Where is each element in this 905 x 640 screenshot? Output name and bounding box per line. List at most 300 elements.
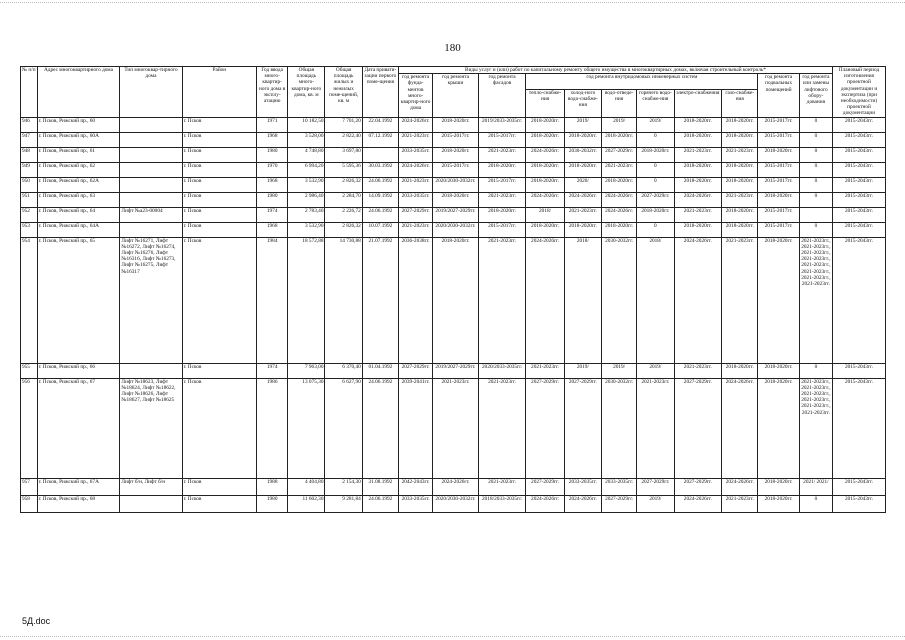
cell-n: 948 bbox=[21, 147, 38, 162]
table-row bbox=[21, 177, 886, 192]
cell-cold: 2018-2020гг. bbox=[564, 162, 601, 177]
cell-sewer: 2030-2032гг. bbox=[602, 378, 637, 478]
cell-district: г. Псков bbox=[182, 363, 257, 378]
cell-lift bbox=[799, 207, 832, 222]
cell-hot: 2018-2020гг. bbox=[637, 207, 674, 222]
cell-priv: 30.03.1992 bbox=[362, 162, 398, 177]
cell-lift: 0 bbox=[799, 495, 832, 512]
cell-basement: 2018-2020гг. bbox=[758, 478, 799, 495]
cell-lift: 0 bbox=[799, 132, 832, 147]
cell-sewer: 2018-2020гг. bbox=[602, 177, 637, 192]
cell-hot: 0 bbox=[637, 132, 674, 147]
cell-heat: 2027-2029гг. bbox=[526, 378, 564, 478]
footer-filename: 5Д.doc bbox=[22, 616, 51, 626]
cell-district: г. Псков bbox=[182, 207, 257, 222]
cell-electro: 2018-2020гг. bbox=[674, 222, 722, 237]
header-gas: газо-снабже-ния bbox=[722, 89, 758, 117]
cell-priv: 24.06.1992 bbox=[362, 207, 398, 222]
cell-total: 2 783,40 bbox=[288, 207, 325, 222]
cell-district: г. Псков bbox=[182, 495, 257, 512]
cell-hot: 0 bbox=[637, 177, 674, 192]
cell-facade: 2015-2017гг. bbox=[478, 177, 526, 192]
cell-living: 5 595,36 bbox=[325, 162, 362, 177]
cell-lift: 2021/ 2021/ bbox=[799, 478, 832, 495]
cell-electro: 2027-2029гг. bbox=[674, 478, 722, 495]
cell-electro: 2021-2023гг. bbox=[674, 147, 722, 162]
cell-priv: 01.04.1992 bbox=[362, 363, 398, 378]
cell-electro: 2021-2023гг. bbox=[674, 207, 722, 222]
cell-basement: 2015-2017гг. bbox=[758, 207, 799, 222]
cell-gas: 2021-2023гг. bbox=[722, 147, 758, 162]
cell-hot: 2027-2029гг. bbox=[637, 192, 674, 207]
cell-facade: 2021-2023гг. bbox=[478, 192, 526, 207]
cell-heat: 2024-2026гг. bbox=[526, 237, 564, 363]
cell-sewer: 2018-2020гг. bbox=[602, 132, 637, 147]
cell-total: 10 182,50 bbox=[288, 117, 325, 132]
header-num: № п/п bbox=[21, 67, 38, 118]
cell-electro: 2018-2020гг. bbox=[674, 132, 722, 147]
cell-district: г. Псков bbox=[182, 478, 257, 495]
cell-plan: 2015-2043гг. bbox=[833, 378, 886, 478]
table-row bbox=[21, 222, 886, 237]
cell-year: 1980 bbox=[257, 192, 288, 207]
cell-total: 4 748,80 bbox=[288, 147, 325, 162]
cell-gas: 2021-2023гг. bbox=[722, 495, 758, 512]
cell-living: 6 627,90 bbox=[325, 378, 362, 478]
cell-priv: 07.12.1992 bbox=[362, 132, 398, 147]
header-type: Тип многоквар-тирного дома bbox=[120, 67, 182, 118]
table-row bbox=[21, 495, 886, 512]
cell-total: 4 404,80 bbox=[288, 478, 325, 495]
cell-heat: 2018-2020гг. bbox=[526, 117, 564, 132]
cell-heat: 2018-2020гг. bbox=[526, 132, 564, 147]
cell-total: 18 572,88 bbox=[288, 237, 325, 363]
cell-lift: 0 bbox=[799, 222, 832, 237]
cell-type bbox=[120, 162, 182, 177]
cell-fund: 2033-2035гг. bbox=[399, 192, 433, 207]
table-row bbox=[21, 192, 886, 207]
cell-fund: 2024-2026гг. bbox=[399, 162, 433, 177]
cell-type: Лифт №а23-00004 bbox=[120, 207, 182, 222]
cell-year: 1968 bbox=[257, 222, 288, 237]
cell-sewer: 2019/ bbox=[602, 117, 637, 132]
header-privat-date: Дата привати-зации первого поме-щения bbox=[362, 67, 398, 118]
cell-sewer: 2021-2023гг. bbox=[602, 162, 637, 177]
cell-roof: 2019/2027-2029гг. bbox=[433, 363, 479, 378]
header-planned: Плановый период изготовления проектной документации и экспертиза (при необходимости) проектной документации bbox=[833, 67, 886, 118]
cell-facade: 2020/2033-2035гг. bbox=[478, 363, 526, 378]
cell-fund: 2024-2026гг. bbox=[399, 117, 433, 132]
cell-type bbox=[120, 222, 182, 237]
cell-addr: г. Псков, Рижский пр., 61 bbox=[37, 147, 120, 162]
cell-heat: 2024-2026гг. bbox=[526, 495, 564, 512]
cell-cold: 2018/ bbox=[564, 237, 601, 363]
cell-heat: 2021-2023гг. bbox=[526, 363, 564, 378]
cell-year: 1986 bbox=[257, 378, 288, 478]
cell-facade: 2015-2017гг. bbox=[478, 132, 526, 147]
cell-basement: 2015-2017гг. bbox=[758, 222, 799, 237]
cell-cold: 2024-2026гг. bbox=[564, 192, 601, 207]
cell-district: г. Псков bbox=[182, 378, 257, 478]
cell-district: г. Псков bbox=[182, 192, 257, 207]
table-row bbox=[21, 162, 886, 177]
cell-plan: 2015-2043гг. bbox=[833, 147, 886, 162]
cell-n: 952 bbox=[21, 207, 38, 222]
cell-basement: 2018-2020гг. bbox=[758, 495, 799, 512]
cell-year: 1970 bbox=[257, 162, 288, 177]
cell-priv: 24.06.1992 bbox=[362, 495, 398, 512]
cell-hot: 2021-2023гг. bbox=[637, 378, 674, 478]
cell-hot: 0 bbox=[637, 162, 674, 177]
cell-facade: 2015-2017гг. bbox=[478, 222, 526, 237]
cell-n: 947 bbox=[21, 132, 38, 147]
cell-type bbox=[120, 147, 182, 162]
cell-facade: 2021-2023гг. bbox=[478, 378, 526, 478]
table-row bbox=[21, 378, 886, 478]
cell-addr: г. Псков, Рижский пр., 60 bbox=[37, 117, 120, 132]
cell-hot: 2019/ bbox=[637, 363, 674, 378]
cell-lift: 0 bbox=[799, 117, 832, 132]
cell-total: 13 075,30 bbox=[288, 378, 325, 478]
cell-year: 1984 bbox=[257, 237, 288, 363]
cell-plan: 2015-2043гг. bbox=[833, 237, 886, 363]
cell-cold: 2020/ bbox=[564, 177, 601, 192]
cell-roof: 2015-2017гг. bbox=[433, 162, 479, 177]
cell-addr: г. Псков, Рижский пр., 62А bbox=[37, 177, 120, 192]
cell-lift: 2021-2023гг., 2021-2023гг., 2021-2023гг., 2021-2023гг., 2021-2023гг., 2021-2023гг., 2021-2023гг., 2021-2023гг. bbox=[799, 237, 832, 363]
cell-cold: 2018-2020гг. bbox=[564, 222, 601, 237]
cell-gas: 2021-2023гг. bbox=[722, 192, 758, 207]
cell-gas: 2018-2020гг. bbox=[722, 117, 758, 132]
cell-basement: 2018-2020гг. bbox=[758, 378, 799, 478]
cell-fund: 2027-2029гг. bbox=[399, 363, 433, 378]
cell-addr: г. Псков, Рижский пр., 64 bbox=[37, 207, 120, 222]
capital-repair-table bbox=[20, 66, 886, 513]
cell-electro: 2024-2026гг. bbox=[674, 495, 722, 512]
cell-n: 958 bbox=[21, 495, 38, 512]
cell-gas: 2021-2023гг. bbox=[722, 237, 758, 363]
cell-addr: г. Псков, Рижский пр., 66 bbox=[37, 363, 120, 378]
cell-cold: 2019/ bbox=[564, 363, 601, 378]
cell-year: 1980 bbox=[257, 147, 288, 162]
header-year-built: Год ввода много-квартир-ного дома в эксплу-атацию bbox=[257, 67, 288, 118]
cell-facade: 2018-2020гг. bbox=[478, 207, 526, 222]
cell-addr: г. Псков, Рижский пр., 67 bbox=[37, 378, 120, 478]
cell-type bbox=[120, 192, 182, 207]
cell-gas: 2018-2020гг. bbox=[722, 162, 758, 177]
cell-roof: 2018-2020гг. bbox=[433, 237, 479, 363]
header-systems-group: год ремонта внутридомовых инженерных систем bbox=[526, 74, 758, 89]
cell-heat: 2018/ bbox=[526, 207, 564, 222]
cell-basement: 2018-2020гг. bbox=[758, 363, 799, 378]
cell-year: 1974 bbox=[257, 363, 288, 378]
cell-gas: 2024-2026гг. bbox=[722, 378, 758, 478]
cell-heat: 2018-2020гг. bbox=[526, 177, 564, 192]
cell-living: 2 154,30 bbox=[325, 478, 362, 495]
cell-priv: 14.09.1992 bbox=[362, 192, 398, 207]
header-sewer: водо-отведе-ния bbox=[602, 89, 637, 117]
cell-lift: 0 bbox=[799, 192, 832, 207]
cell-heat: 2018-2020гг. bbox=[526, 222, 564, 237]
cell-n: 957 bbox=[21, 478, 38, 495]
cell-living: 2 826,32 bbox=[325, 177, 362, 192]
cell-cold: 2018-2020гг. bbox=[564, 132, 601, 147]
cell-basement: 2015-2017гг. bbox=[758, 177, 799, 192]
cell-type: Лифт №18623, Лифт №18624, Лифт №18622, Лифт №18626, Лифт №18627, Лифт №18625 bbox=[120, 378, 182, 478]
cell-total: 6 994,20 bbox=[288, 162, 325, 177]
cell-year: 1971 bbox=[257, 117, 288, 132]
cell-hot: 0 bbox=[637, 222, 674, 237]
header-basement: год ремонта подвальных помещений bbox=[758, 74, 799, 117]
cell-addr: г. Псков, Рижский пр., 62 bbox=[37, 162, 120, 177]
cell-gas: 2018-2020гг. bbox=[722, 363, 758, 378]
cell-facade: 2021-2023гг. bbox=[478, 478, 526, 495]
header-cold: холод-ного водо-снабже-ния bbox=[564, 89, 601, 117]
cell-lift: 0 bbox=[799, 162, 832, 177]
cell-roof: 2020/2030-2032гг. bbox=[433, 495, 479, 512]
cell-type bbox=[120, 495, 182, 512]
cell-lift: 0 bbox=[799, 177, 832, 192]
cell-sewer: 2027-2029гг. bbox=[602, 495, 637, 512]
table-row bbox=[21, 237, 886, 363]
cell-living: 2 822,40 bbox=[325, 132, 362, 147]
cell-sewer: 2027-2029гг. bbox=[602, 147, 637, 162]
cell-priv: 24.06.1992 bbox=[362, 378, 398, 478]
header-address: Адрес многоквартирного дома bbox=[37, 67, 120, 118]
cell-roof: 2019/2027-2029гг. bbox=[433, 207, 479, 222]
cell-gas: 2018-2020гг. bbox=[722, 222, 758, 237]
cell-basement: 2015-2017гг. bbox=[758, 117, 799, 132]
cell-priv bbox=[362, 147, 398, 162]
cell-district: г. Псков bbox=[182, 147, 257, 162]
header-district: Район bbox=[182, 67, 257, 118]
cell-gas: 2018-2020гг. bbox=[722, 132, 758, 147]
cell-type bbox=[120, 363, 182, 378]
cell-year: 1988 bbox=[257, 478, 288, 495]
cell-addr: г. Псков, Рижский пр., 63 bbox=[37, 192, 120, 207]
cell-plan: 2015-2043гг. bbox=[833, 495, 886, 512]
header-area-living: Общая площадь жилых и нежилых поме-щений, кв. м bbox=[325, 67, 362, 118]
cell-total: 3 532,90 bbox=[288, 177, 325, 192]
scan-edge-bottom bbox=[0, 636, 905, 638]
header-roof: год ремонта крыши bbox=[433, 74, 479, 117]
cell-basement: 2018-2020гг. bbox=[758, 147, 799, 162]
cell-priv: 31.08.1992 bbox=[362, 478, 398, 495]
cell-year: 1974 bbox=[257, 207, 288, 222]
cell-type bbox=[120, 177, 182, 192]
cell-fund: 2021-2023гг. bbox=[399, 177, 433, 192]
header-area-total: Общая площадь много-квартир-ного дома, кв. м bbox=[288, 67, 325, 118]
cell-district: г. Псков bbox=[182, 237, 257, 363]
cell-facade: 2018-2020гг. bbox=[478, 162, 526, 177]
cell-roof: 2018-2020гг. bbox=[433, 192, 479, 207]
table-row bbox=[21, 207, 886, 222]
cell-living: 9 281,84 bbox=[325, 495, 362, 512]
cell-plan: 2015-2043гг. bbox=[833, 207, 886, 222]
table-row bbox=[21, 363, 886, 378]
cell-addr: г. Псков, Рижский пр., 65 bbox=[37, 237, 120, 363]
cell-living: 2 226,72 bbox=[325, 207, 362, 222]
cell-hot: 2018/ bbox=[637, 237, 674, 363]
cell-lift: 0 bbox=[799, 363, 832, 378]
cell-plan: 2015-2043гг. bbox=[833, 363, 886, 378]
cell-living: 2 284,70 bbox=[325, 192, 362, 207]
cell-district: г. Псков bbox=[182, 177, 257, 192]
cell-basement: 2018-2020гг. bbox=[758, 237, 799, 363]
cell-hot: 2019/ bbox=[637, 495, 674, 512]
cell-basement: 2015-2017гг. bbox=[758, 162, 799, 177]
cell-gas: 2024-2026гг. bbox=[722, 478, 758, 495]
header-facade: год ремонта фасадов bbox=[478, 74, 526, 117]
cell-basement: 2015-2017гг. bbox=[758, 132, 799, 147]
header-electro: электро-снабжения bbox=[674, 89, 722, 117]
cell-type: Лифт №16271, Лифт №16272, Лифт №16274, Лифт №16276, Лифт №16316, Лифт №16273, Лифт №16275, Лифт №16317 bbox=[120, 237, 182, 363]
cell-cold: 2033-2035гг. bbox=[564, 478, 601, 495]
table-row bbox=[21, 132, 886, 147]
cell-hot: 2018-2020гг. bbox=[637, 147, 674, 162]
cell-gas: 2018-2020гг. bbox=[722, 207, 758, 222]
cell-living: 3 697,80 bbox=[325, 147, 362, 162]
cell-plan: 2015-2043гг. bbox=[833, 132, 886, 147]
cell-total: 7 963,00 bbox=[288, 363, 325, 378]
cell-total: 3 532,90 bbox=[288, 222, 325, 237]
cell-plan: 2015-2043гг. bbox=[833, 117, 886, 132]
page-number: 180 bbox=[444, 42, 461, 54]
cell-electro: 2027-2029гг. bbox=[674, 378, 722, 478]
cell-district: г. Псков bbox=[182, 162, 257, 177]
cell-priv: 22.04.1992 bbox=[362, 117, 398, 132]
cell-sewer: 2024-2026гг. bbox=[602, 207, 637, 222]
cell-addr: г. Псков, Рижский пр., 60А bbox=[37, 132, 120, 147]
cell-hot: 2019/ bbox=[637, 117, 674, 132]
cell-facade: 2021-2023гг. bbox=[478, 237, 526, 363]
cell-heat: 2018-2020гг. bbox=[526, 162, 564, 177]
cell-total: 11 602,30 bbox=[288, 495, 325, 512]
cell-gas: 2018-2020гг. bbox=[722, 177, 758, 192]
cell-fund: 2027-2029гг. bbox=[399, 207, 433, 222]
scan-edge-top bbox=[0, 2, 905, 4]
cell-lift: 2021-2023гг., 2021-2023гг., 2021-2023гг., 2021-2023гг., 2021-2023гг., 2021-2023гг. bbox=[799, 378, 832, 478]
cell-electro: 2024-2026гг. bbox=[674, 192, 722, 207]
cell-total: 3 528,00 bbox=[288, 132, 325, 147]
cell-cold: 2019/ bbox=[564, 117, 601, 132]
header-heat: тепло-снабже-ния bbox=[526, 89, 564, 117]
cell-n: 955 bbox=[21, 363, 38, 378]
cell-fund: 2039-2041гг. bbox=[399, 378, 433, 478]
cell-year: 1980 bbox=[257, 495, 288, 512]
cell-plan: 2015-2043гг. bbox=[833, 177, 886, 192]
cell-n: 954 bbox=[21, 237, 38, 363]
cell-cold: 2021-2023гг. bbox=[564, 207, 601, 222]
header-lift: год ремонта или замены лифтового обору-дования bbox=[799, 74, 832, 117]
cell-n: 946 bbox=[21, 117, 38, 132]
cell-electro: 2021-2023гг. bbox=[674, 363, 722, 378]
cell-living: 14 730,88 bbox=[325, 237, 362, 363]
cell-year: 1968 bbox=[257, 177, 288, 192]
cell-fund: 2021-2023гг. bbox=[399, 132, 433, 147]
cell-hot: 2027-2029гг. bbox=[637, 478, 674, 495]
cell-plan: 2015-2043гг. bbox=[833, 192, 886, 207]
header-hot: горячего водо-снабже-ния bbox=[637, 89, 674, 117]
cell-living: 7 701,20 bbox=[325, 117, 362, 132]
cell-electro: 2018-2020гг. bbox=[674, 177, 722, 192]
header-services-group: Виды услуг и (или) работ по капитальному ремонту общего имущества в многоквартирных домах, включая строительный контроль* bbox=[399, 67, 833, 74]
cell-sewer: 2019/ bbox=[602, 363, 637, 378]
cell-sewer: 2033-2035гг. bbox=[602, 478, 637, 495]
cell-n: 953 bbox=[21, 222, 38, 237]
cell-year: 1968 bbox=[257, 132, 288, 147]
cell-total: 2 986,40 bbox=[288, 192, 325, 207]
cell-n: 949 bbox=[21, 162, 38, 177]
header-fund: год ремонта фунда-ментов много-квартир-ного дома bbox=[399, 74, 433, 117]
cell-type bbox=[120, 117, 182, 132]
cell-living: 6 370,40 bbox=[325, 363, 362, 378]
cell-fund: 2036-2038гг. bbox=[399, 237, 433, 363]
cell-facade: 2019/2033-2035гг. bbox=[478, 117, 526, 132]
cell-plan: 2015-2043гг. bbox=[833, 222, 886, 237]
cell-roof: 2020/2030-2032гг. bbox=[433, 177, 479, 192]
cell-plan: 2015-2043гг. bbox=[833, 478, 886, 495]
cell-sewer: 2024-2026гг. bbox=[602, 192, 637, 207]
cell-type: Лифт б/н, Лифт б/н bbox=[120, 478, 182, 495]
cell-n: 951 bbox=[21, 192, 38, 207]
cell-roof: 2021-2023гг. bbox=[433, 378, 479, 478]
cell-priv: 10.07.1992 bbox=[362, 222, 398, 237]
cell-sewer: 2018-2020гг. bbox=[602, 222, 637, 237]
cell-facade: 2021-2023гг. bbox=[478, 147, 526, 162]
cell-roof: 2020/2030-2032гг. bbox=[433, 222, 479, 237]
cell-cold: 2030-2032гг. bbox=[564, 147, 601, 162]
cell-type bbox=[120, 132, 182, 147]
cell-district: г. Псков bbox=[182, 222, 257, 237]
cell-priv: 21.07.1992 bbox=[362, 237, 398, 363]
cell-district: г. Псков bbox=[182, 132, 257, 147]
cell-cold: 2027-2029гг. bbox=[564, 378, 601, 478]
cell-electro: 2018-2020гг. bbox=[674, 162, 722, 177]
cell-priv: 24.06.1992 bbox=[362, 177, 398, 192]
table-row bbox=[21, 117, 886, 132]
cell-cold: 2024-2026гг. bbox=[564, 495, 601, 512]
cell-n: 950 bbox=[21, 177, 38, 192]
cell-roof: 2015-2017гг. bbox=[433, 132, 479, 147]
cell-electro: 2018-2020гг. bbox=[674, 117, 722, 132]
cell-fund: 2033-2035гг. bbox=[399, 147, 433, 162]
cell-heat: 2024-2026гг. bbox=[526, 192, 564, 207]
cell-living: 2 826,32 bbox=[325, 222, 362, 237]
cell-n: 956 bbox=[21, 378, 38, 478]
cell-lift: 0 bbox=[799, 147, 832, 162]
cell-heat: 2024-2026гг. bbox=[526, 147, 564, 162]
cell-roof: 2018-2020гг. bbox=[433, 147, 479, 162]
cell-roof: 2018-2020гг. bbox=[433, 117, 479, 132]
table-row bbox=[21, 147, 886, 162]
cell-fund: 2033-2035гг. bbox=[399, 495, 433, 512]
cell-fund: 2042-2043гг. bbox=[399, 478, 433, 495]
cell-addr: г. Псков, Рижский пр., 64А bbox=[37, 222, 120, 237]
cell-heat: 2027-2029гг. bbox=[526, 478, 564, 495]
cell-basement: 2018-2020гг. bbox=[758, 192, 799, 207]
cell-addr: г. Псков, Рижский пр., 67А bbox=[37, 478, 120, 495]
cell-district: г. Псков bbox=[182, 117, 257, 132]
table-body bbox=[21, 117, 886, 512]
cell-plan: 2015-2043гг. bbox=[833, 162, 886, 177]
cell-electro: 2024-2026гг. bbox=[674, 237, 722, 363]
cell-sewer: 2030-2032гг. bbox=[602, 237, 637, 363]
cell-fund: 2021-2023гг. bbox=[399, 222, 433, 237]
cell-facade: 2018/2033-2035гг. bbox=[478, 495, 526, 512]
cell-addr: г. Псков, Рижский пр., 68 bbox=[37, 495, 120, 512]
cell-roof: 2024-2026гг. bbox=[433, 478, 479, 495]
